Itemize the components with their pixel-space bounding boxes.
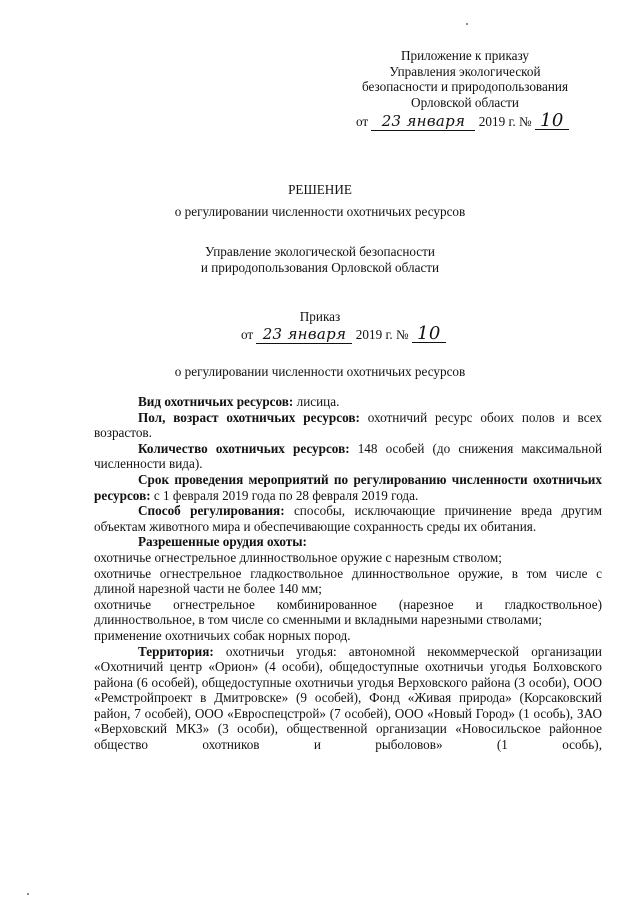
scan-speck — [466, 23, 468, 25]
authority-line-2: и природопользования Орловской области — [200, 260, 440, 275]
decision-title: РЕШЕНИЕ — [288, 182, 352, 197]
appendix-block — [330, 48, 600, 110]
sex-value: охотничий ресурс обоих полов и всех возрастов. — [94, 409, 602, 441]
appendix-number-handwritten: 10 — [535, 113, 569, 130]
species-paragraph — [94, 394, 602, 410]
order-label: Приказ — [299, 309, 341, 324]
tool-item-2: охотничье огнестрельное гладкоствольное длинноствольное оружие, в том числе с длиной нарезной части не более 140 мм; — [94, 565, 602, 597]
tools-heading — [94, 534, 602, 550]
species-label: Вид охотничьих ресурсов: — [138, 394, 294, 409]
tools-label: Разрешенные орудия охоты: — [138, 534, 307, 550]
term-value: с 1 февраля 2019 года по 28 февраля 2019 года. — [150, 487, 419, 503]
order-number-handwritten: 10 — [412, 326, 446, 343]
method-label: Способ регулирования: — [138, 503, 285, 519]
sex-label: Пол, возраст охотничьих ресурсов: — [138, 409, 360, 425]
appendix-line-2: Управления экологической — [389, 63, 541, 79]
decision-subtitle: о регулировании численности охотничьих ресурсов — [174, 204, 466, 219]
tool-item-3: охотничье огнестрельное комбинированное (нарезное и гладкоствольное) длинноствольное, в том числе со сменными и вкладными нарезными стволами; — [94, 596, 602, 628]
appendix-line-4: Орловской области — [411, 94, 519, 110]
tool-item-1: охотничье огнестрельное длинноствольное оружие с нарезным стволом; — [94, 549, 502, 565]
appendix-date-handwritten: 23 января — [371, 114, 475, 131]
order-date-line — [241, 323, 446, 344]
order-date-handwritten: 23 января — [256, 327, 352, 344]
territory-paragraph — [94, 644, 602, 753]
scan-speck — [27, 893, 29, 895]
appendix-date-line — [356, 110, 606, 131]
order-ot: от — [241, 327, 254, 342]
territory-label: Территория: — [138, 643, 214, 659]
species-value: лисица. — [293, 394, 340, 409]
method-value: способы, исключающие причинение вреда другим объектам животного мира и обеспечивающие сохранность среды их обитания. — [94, 503, 603, 534]
count-value: 148 особей (до снижения максимальной численности вида). — [94, 440, 602, 472]
method-paragraph — [94, 503, 602, 534]
appendix-line-1: Приложение к приказу — [400, 48, 530, 63]
order-subject: о регулировании численности охотничьих ресурсов — [174, 364, 466, 379]
document-body — [94, 394, 602, 753]
authority-line-1: Управление экологической безопасности — [205, 244, 435, 259]
appendix-line-3: безопасности и природопользования — [361, 79, 569, 95]
tool-item-4: применение охотничьих собак норных пород. — [94, 627, 351, 643]
term-paragraph — [94, 472, 602, 503]
appendix-year: 2019 г. № — [478, 114, 532, 129]
term-label: Срок проведения мероприятий по регулированию численности охотничьих ресурсов: — [94, 471, 602, 503]
count-label: Количество охотничьих ресурсов: — [138, 440, 350, 456]
count-paragraph — [94, 441, 602, 472]
sex-paragraph — [94, 410, 602, 441]
territory-value: охотничьи угодья: автономной некоммерческой организации «Охотничий центр «Орион» (4 особи), общедоступные охотничьи угодья Болховского района (6 особей), общедоступные охотничьи угодья Верховского района (3 особи), ООО «Ремстройпроект в Дмитровске» (9 особей), Фонд «Живая природа» (Корсаковский район, 7 особей), ООО «Евроспецстрой» (7 особей), ООО «Новый Город» (1 особь), ЗАО «Верховский МКЗ» (3 особи), общественной организации «Новосильское районное общество охотников и рыболовов» (1 особь), — [94, 643, 602, 753]
order-year: 2019 г. № — [355, 327, 409, 342]
appendix-ot: от — [356, 114, 369, 129]
